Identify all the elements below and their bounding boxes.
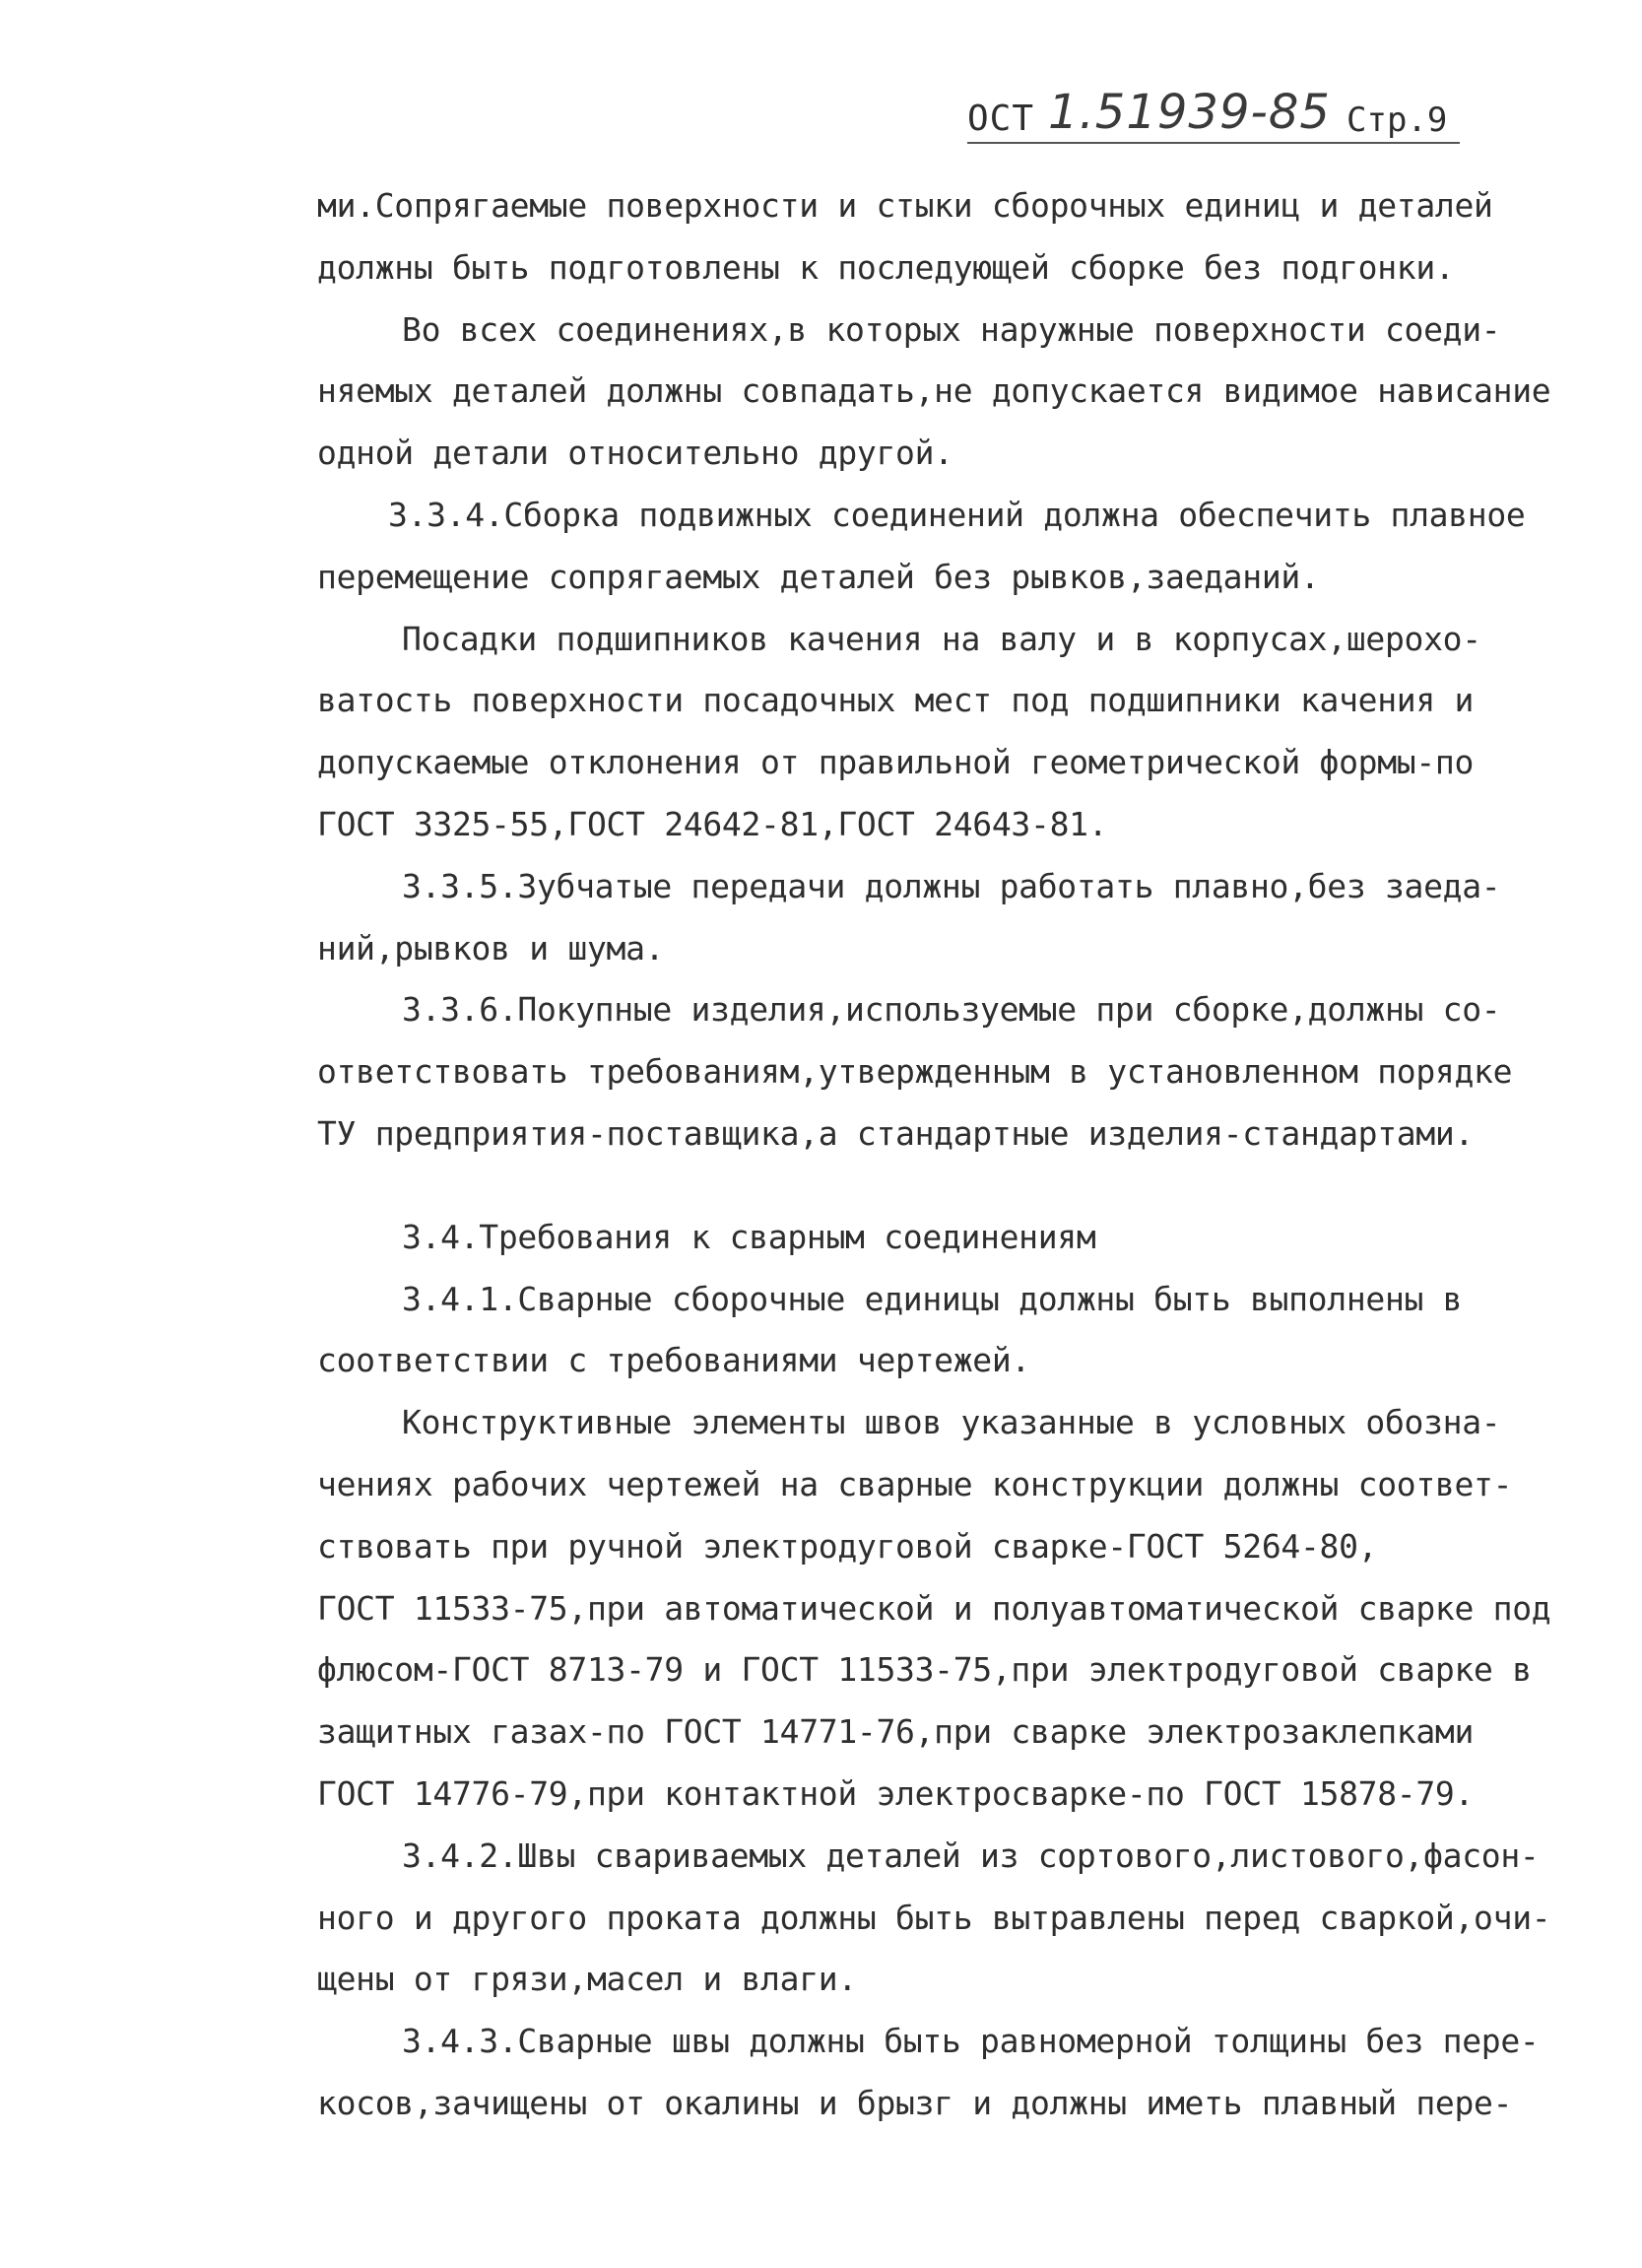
text-line: допускаемые отклонения от правильной геометрической формы-по — [317, 743, 1475, 782]
section-heading: 3.4.Требования к сварным соединениям — [402, 1217, 1096, 1256]
page-header — [967, 85, 1460, 150]
text-line: 3.4.2.Швы свариваемых деталей из сортового,листового,фасон- — [402, 1835, 1540, 1875]
paragraph-continuation — [317, 175, 1568, 300]
text-line: флюсом-ГОСТ 8713-79 и ГОСТ 11533-75,при электродуговой сварке в — [317, 1650, 1532, 1690]
text-line: щены от грязи,масел и влаги. — [317, 1960, 857, 1999]
text-line: одной детали относительно другой. — [317, 434, 953, 473]
text-line: ствовать при ручной электродуговой сварке-ГОСТ 5264-80, — [317, 1526, 1378, 1566]
paragraph-3-3-6 — [317, 979, 1568, 1165]
paragraph-3-3-4 — [317, 485, 1568, 609]
paragraph-3-4-1 — [317, 1269, 1568, 1393]
text-line: ного и другого проката должны быть вытравлены перед сваркой,очи- — [317, 1898, 1551, 1937]
text-line: ми.Сопрягаемые поверхности и стыки сборочных единиц и деталей — [317, 186, 1493, 225]
paragraph-bearings — [317, 609, 1568, 856]
text-line: должны быть подготовлены к последующей сборке без подгонки. — [317, 247, 1455, 287]
header-underline — [967, 142, 1460, 144]
text-line: 3.4.1.Сварные сборочные единицы должны быть выполнены в — [402, 1279, 1463, 1318]
document-body — [317, 175, 1568, 2135]
text-line: ватость поверхности посадочных мест под подшипники качения и — [317, 681, 1475, 720]
text-line: 3.3.6.Покупные изделия,используемые при сборке,должны со- — [402, 990, 1501, 1030]
text-line: Конструктивные элементы швов указанные в условных обозна- — [402, 1403, 1501, 1442]
text-line: ГОСТ 3325-55,ГОСТ 24642-81,ГОСТ 24643-81. — [317, 804, 1108, 843]
text-line: ТУ предприятия-поставщика,а стандартные изделия-стандартами. — [317, 1113, 1475, 1153]
text-line: защитных газах-по ГОСТ 14771-76,при сварке электрозаклепками — [317, 1712, 1475, 1752]
text-line: ний,рывков и шума. — [317, 928, 665, 967]
text-line: 3.4.3.Сварные швы должны быть равномерной толщины без пере- — [402, 2022, 1540, 2061]
text-line: косов,зачищены от окалины и брызг и должны иметь плавный пере- — [317, 2083, 1513, 2122]
text-line: няемых деталей должны совпадать,не допускается видимое нависание — [317, 371, 1551, 411]
paragraph-overhang — [317, 300, 1568, 485]
text-line: ГОСТ 11533-75,при автоматической и полуавтоматической сварке под — [317, 1588, 1551, 1628]
section-gap — [317, 1166, 1568, 1207]
text-line: 3.3.5.Зубчатые передачи должны работать плавно,без заеда- — [402, 866, 1501, 905]
paragraph-weld-elements — [317, 1392, 1568, 1826]
text-line: соответствии с требованиями чертежей. — [317, 1341, 1031, 1380]
paragraph-3-4-3 — [317, 2011, 1568, 2135]
text-line: чениях рабочих чертежей на сварные конструкции должны соответ- — [317, 1464, 1513, 1503]
page-number: Стр.9 — [1346, 100, 1448, 140]
standard-label: ОСТ — [967, 99, 1035, 139]
text-line: ГОСТ 14776-79,при контактной электросварке-по ГОСТ 15878-79. — [317, 1773, 1475, 1813]
section-heading-3-4 — [317, 1207, 1568, 1269]
text-line: Посадки подшипников качения на валу и в корпусах,шерохо- — [402, 619, 1481, 658]
text-line: Во всех соединениях,в которых наружные поверхности соеди- — [402, 309, 1501, 349]
paragraph-3-3-5 — [317, 856, 1568, 980]
text-line: 3.3.4.Сборка подвижных соединений должна обеспечить плавное — [388, 495, 1526, 534]
paragraph-3-4-2 — [317, 1826, 1568, 2011]
document-number: 1.51939-85 — [1048, 85, 1331, 140]
text-line: ответствовать требованиям,утвержденным в установленном порядке — [317, 1052, 1513, 1092]
text-line: перемещение сопрягаемых деталей без рывков,заеданий. — [317, 557, 1320, 596]
